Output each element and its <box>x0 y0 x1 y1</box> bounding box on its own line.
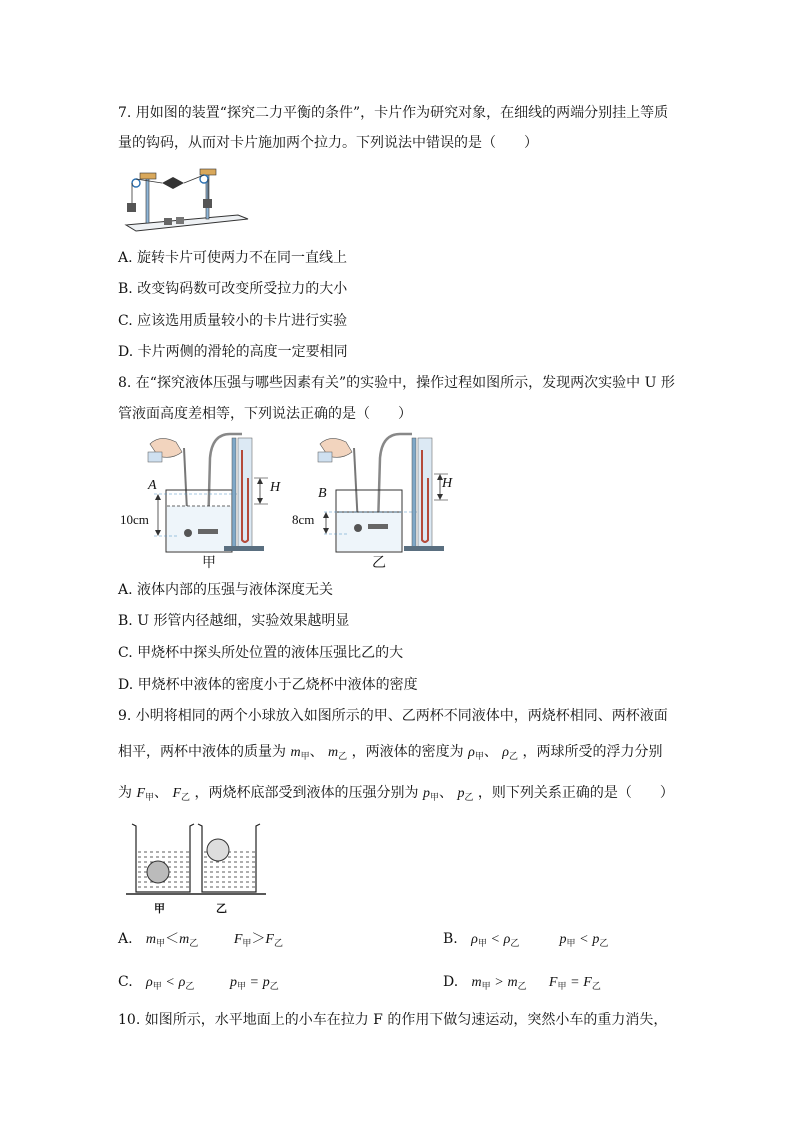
q8-caption-jia: 甲 <box>202 555 216 571</box>
q9-sep: 、 <box>309 744 324 760</box>
q9-stem-line1: 9. 小明将相同的两个小球放入如图所示的甲、乙两杯不同液体中，两烧杯相同、两杯液面 <box>118 708 668 724</box>
q9-rel: ＜ <box>165 931 180 947</box>
q9-rel: = <box>250 975 259 990</box>
q9-sep: 、 <box>483 744 498 760</box>
q9-opt-label: A. <box>118 931 133 947</box>
q9-sym: p <box>422 786 430 801</box>
q9-sym: F <box>548 975 558 990</box>
q8-stem-line1: 8. 在“探究液体压强与哪些因素有关”的实验中，操作过程如图所示，发现两次实验中 U 形 <box>118 375 675 391</box>
q9-sub: 甲 <box>477 939 487 949</box>
q9-sub: 甲 <box>429 793 439 803</box>
q9-sym: ρ <box>471 932 478 947</box>
q8-option-b: B. U 形管内径越细，实验效果越明显 <box>118 613 350 629</box>
q9-option-c <box>118 972 279 997</box>
q8-figure-drawing <box>118 428 478 573</box>
q9-sub: 甲 <box>156 939 166 949</box>
q9-rel: = <box>570 975 579 990</box>
q9-beakers-figure <box>126 820 266 918</box>
q9-opt-label: B. <box>443 931 458 947</box>
q9-opt-label: D. <box>443 974 459 990</box>
q8-height-left-label: H <box>270 480 281 495</box>
q9-sym: F <box>136 786 146 801</box>
q9-caption-yi: 乙 <box>216 902 227 915</box>
q9-stem-line2 <box>118 742 663 767</box>
q9-sym: ρ <box>178 975 186 990</box>
q9-sub: 乙 <box>338 752 348 762</box>
q9-sub: 甲 <box>242 939 252 949</box>
q9-sub: 乙 <box>273 939 283 949</box>
q8-option-a: A. 液体内部的压强与液体深度无关 <box>118 582 334 598</box>
q9-sym: F <box>265 932 274 947</box>
q9-text: ，两烧杯底部受到液体的压强分别为 <box>194 785 419 801</box>
q7-option-a: A. 旋转卡片可使两力不在同一直线上 <box>118 250 348 266</box>
q7-stem-line2: 量的钩码，从而对卡片施加两个拉力。下列说法中错误的是（ ） <box>118 135 538 151</box>
q9-sub: 乙 <box>510 939 520 949</box>
q7-option-b: B. 改变钩码数可改变所受拉力的大小 <box>118 281 348 297</box>
q9-sym: m <box>328 745 339 760</box>
q8-caption-yi: 乙 <box>372 555 386 571</box>
q9-sub: 乙 <box>509 752 519 762</box>
q9-sub: 甲 <box>481 982 491 992</box>
q9-sym: ρ <box>468 745 475 760</box>
q7-option-c: C. 应该选用质量较小的卡片进行实验 <box>118 313 348 329</box>
q9-option-d <box>443 972 601 997</box>
q9-sym: F <box>233 932 243 947</box>
q9-sub: 甲 <box>236 982 246 992</box>
q9-sym: m <box>179 932 190 947</box>
q9-sub: 甲 <box>474 752 484 762</box>
q9-sym: p <box>262 975 270 990</box>
q9-text: 为 <box>118 785 132 801</box>
q8-pressure-experiment-figure <box>118 428 478 573</box>
q9-opt-label: C. <box>118 974 133 990</box>
q8-height-right-label: H <box>442 476 453 491</box>
q9-rel: < <box>491 932 500 947</box>
q9-option-a <box>118 929 283 954</box>
q7-balance-apparatus-figure <box>118 163 250 233</box>
q9-rel: < <box>166 975 175 990</box>
q9-text: ，两球所受的浮力分别 <box>522 744 663 760</box>
q9-sub: 乙 <box>269 982 279 992</box>
q9-rel: ＞ <box>251 931 266 947</box>
q8-depth-right-label: 8cm <box>292 512 315 527</box>
q9-sym: p <box>457 786 465 801</box>
q9-text: ，则下列关系正确的是（ ） <box>477 785 674 801</box>
q7-stem-line1: 7. 用如图的装置“探究二力平衡的条件”，卡片作为研究对象，在细线的两端分别挂上等质 <box>118 105 669 121</box>
q8-depth-left-label: 10cm <box>120 512 149 527</box>
q9-sym: p <box>592 932 600 947</box>
q9-sub: 乙 <box>185 982 195 992</box>
q9-sub: 甲 <box>566 939 576 949</box>
q9-sub: 甲 <box>145 793 155 803</box>
q9-sub: 甲 <box>300 752 310 762</box>
q9-beakers-drawing <box>126 820 266 900</box>
q9-sym: m <box>145 932 157 947</box>
q9-sym: m <box>290 745 301 760</box>
q9-sym: ρ <box>146 975 153 990</box>
q9-sub: 甲 <box>152 982 162 992</box>
q9-rel: > <box>495 975 504 990</box>
q9-stem-line3 <box>118 783 674 808</box>
q10-stem-line1: 10. 如图所示，水平地面上的小车在拉力 F 的作用下做匀速运动，突然小车的重力消失， <box>118 1012 668 1028</box>
q9-text: 相平，两杯中液体的质量为 <box>118 744 286 760</box>
q9-sub: 甲 <box>557 982 567 992</box>
q9-sym: ρ <box>502 745 510 760</box>
q9-sym: F <box>172 786 182 801</box>
q8-option-d: D. 甲烧杯中液体的密度小于乙烧杯中液体的密度 <box>118 677 418 693</box>
q9-sub: 乙 <box>599 939 609 949</box>
q9-sym: m <box>507 975 518 990</box>
q9-sub: 乙 <box>181 793 191 803</box>
q9-sub: 乙 <box>464 793 474 803</box>
q9-sym: F <box>583 975 592 990</box>
q9-rel: < <box>579 932 588 947</box>
q9-sym: p <box>229 975 237 990</box>
q8-point-a-label: A <box>148 478 157 493</box>
q9-sym: ρ <box>503 932 511 947</box>
q9-option-b <box>443 929 608 954</box>
q9-sub: 乙 <box>591 982 601 992</box>
q9-sym: m <box>471 975 482 990</box>
q8-point-b-label: B <box>318 486 327 501</box>
q8-option-c: C. 甲烧杯中探头所处位置的液体压强比乙的大 <box>118 645 404 661</box>
q9-caption-jia: 甲 <box>154 902 165 915</box>
q9-sym: p <box>559 932 567 947</box>
q9-text: ，两液体的密度为 <box>351 744 464 760</box>
q9-sep: 、 <box>154 785 169 801</box>
q9-sub: 乙 <box>517 982 527 992</box>
q9-sep: 、 <box>438 785 453 801</box>
q9-sub: 乙 <box>189 939 199 949</box>
q8-stem-line2: 管液面高度差相等，下列说法正确的是（ ） <box>118 406 412 422</box>
q7-option-d: D. 卡片两侧的滑轮的高度一定要相同 <box>118 344 348 360</box>
